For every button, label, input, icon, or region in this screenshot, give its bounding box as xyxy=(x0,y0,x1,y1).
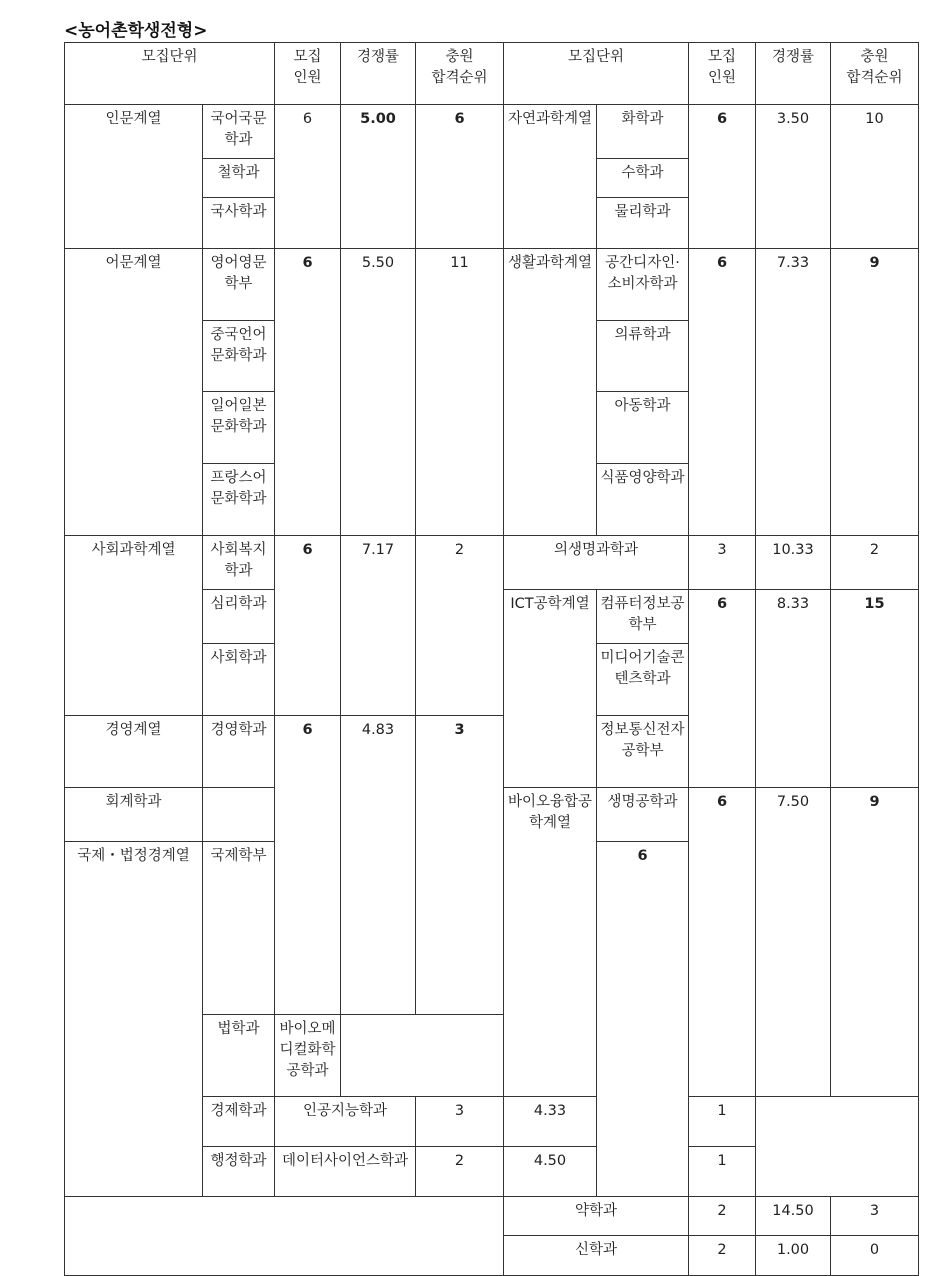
right-rate: 4.50 xyxy=(504,1147,597,1197)
admission-table xyxy=(64,42,919,1276)
right-group-name: 자연과학계열 xyxy=(504,105,597,249)
right-rank: 3 xyxy=(831,1197,919,1236)
left-dept: 중국언어문화학과 xyxy=(203,321,275,392)
right-quota: 6 xyxy=(689,249,756,536)
right-dept: 미디어기술콘텐츠학과 xyxy=(597,644,689,716)
right-dept: 아동학과 xyxy=(597,392,689,464)
header-rate-right: 경쟁률 xyxy=(756,43,831,105)
right-rank: 10 xyxy=(831,105,919,249)
right-rank: 1 xyxy=(689,1147,756,1197)
right-single-name: 약학과 xyxy=(504,1197,689,1236)
left-dept: 경영학과 xyxy=(203,716,275,788)
left-dept: 국제학부 xyxy=(203,842,275,1015)
right-rate: 8.33 xyxy=(756,590,831,788)
right-quota: 6 xyxy=(689,788,756,1097)
left-rank: 2 xyxy=(416,536,504,716)
left-rank: 11 xyxy=(416,249,504,536)
left-group-name: 어문계열 xyxy=(65,249,203,536)
right-rate: 10.33 xyxy=(756,536,831,590)
left-dept: 경제학과 xyxy=(203,1097,275,1147)
right-quota: 6 xyxy=(689,590,756,788)
left-group-name: 사회과학계열 xyxy=(65,536,203,716)
left-dept: 국사학과 xyxy=(203,198,275,249)
left-dept: 국어국문학과 xyxy=(203,105,275,159)
right-quota: 2 xyxy=(689,1197,756,1236)
header-rate-left: 경쟁률 xyxy=(341,43,416,105)
right-rank: 9 xyxy=(831,788,919,1097)
left-group-name: 인문계열 xyxy=(65,105,203,249)
right-dept: 식품영양학과 xyxy=(597,464,689,536)
header-quota-text: 모집 인원 xyxy=(293,49,322,86)
right-group-name: 바이오융합공학계열 xyxy=(504,788,597,1097)
header-rank-text: 충원 합격순위 xyxy=(846,49,903,86)
left-dept: 프랑스어문화학과 xyxy=(203,464,275,536)
right-single-name: 인공지능학과 xyxy=(275,1097,416,1147)
empty-cell xyxy=(65,1197,504,1276)
right-single-name: 의생명과학과 xyxy=(504,536,689,590)
right-dept: 공간디자인·소비자학과 xyxy=(597,249,689,321)
left-group-name: 경영계열 xyxy=(65,716,203,788)
left-dept: 사회복지학과 xyxy=(203,536,275,590)
right-rank: 1 xyxy=(689,1097,756,1147)
left-dept: 일어일본문화학과 xyxy=(203,392,275,464)
header-rank-left xyxy=(416,43,504,105)
right-rate: 4.33 xyxy=(504,1097,597,1147)
left-quota: 6 xyxy=(597,842,689,1197)
right-dept: 정보통신전자공학부 xyxy=(597,716,689,788)
right-dept: 수학과 xyxy=(597,159,689,198)
right-rate: 14.50 xyxy=(756,1197,831,1236)
right-group-name: 생활과학계열 xyxy=(504,249,597,536)
right-rate: 3.50 xyxy=(756,105,831,249)
right-rank: 0 xyxy=(831,1236,919,1276)
right-dept: 생명공학과 xyxy=(597,788,689,842)
left-dept: 회계학과 xyxy=(65,788,203,842)
right-group-name: ICT공학계열 xyxy=(504,590,597,788)
left-rate: 7.17 xyxy=(341,536,416,716)
right-dept: 의류학과 xyxy=(597,321,689,392)
right-rate: 7.50 xyxy=(756,788,831,1097)
right-quota: 3 xyxy=(416,1097,504,1147)
left-dept: 행정학과 xyxy=(203,1147,275,1197)
left-dept: 심리학과 xyxy=(203,590,275,644)
right-dept: 물리학과 xyxy=(597,198,689,249)
header-unit-right: 모집단위 xyxy=(504,43,689,105)
right-dept: 화학과 xyxy=(597,105,689,159)
left-quota: 6 xyxy=(275,716,341,1015)
left-dept: 철학과 xyxy=(203,159,275,198)
right-rank: 2 xyxy=(831,536,919,590)
left-rate: 5.00 xyxy=(341,105,416,249)
header-rank-text: 충원 합격순위 xyxy=(431,49,488,86)
left-group-name: 국제・법정경계열 xyxy=(65,842,203,1197)
right-single-name: 신학과 xyxy=(504,1236,689,1276)
left-quota: 6 xyxy=(275,536,341,716)
left-dept: 사회학과 xyxy=(203,644,275,716)
left-dept: 법학과 xyxy=(203,1015,275,1097)
header-quota-text: 모집 인원 xyxy=(707,49,736,86)
right-quota: 2 xyxy=(416,1147,504,1197)
right-rank: 9 xyxy=(831,249,919,536)
right-rate: 7.33 xyxy=(756,249,831,536)
header-quota-left xyxy=(275,43,341,105)
header-unit-left: 모집단위 xyxy=(65,43,275,105)
header-rank-right xyxy=(831,43,919,105)
left-quota: 6 xyxy=(275,249,341,536)
page-title: <농어촌학생전형> xyxy=(64,21,208,41)
left-rate: 4.83 xyxy=(341,716,416,1015)
left-quota: 6 xyxy=(275,105,341,249)
right-single-name: 데이터사이언스학과 xyxy=(275,1147,416,1197)
left-rank: 6 xyxy=(416,105,504,249)
left-dept: 영어영문학부 xyxy=(203,249,275,321)
right-quota: 3 xyxy=(689,536,756,590)
header-quota-right xyxy=(689,43,756,105)
right-rank: 15 xyxy=(831,590,919,788)
right-quota: 2 xyxy=(689,1236,756,1276)
left-rank: 3 xyxy=(416,716,504,1015)
right-dept: 바이오메디컬화학공학과 xyxy=(275,1015,341,1097)
left-rate: 5.50 xyxy=(341,249,416,536)
right-quota: 6 xyxy=(689,105,756,249)
right-rate: 1.00 xyxy=(756,1236,831,1276)
right-dept: 컴퓨터정보공학부 xyxy=(597,590,689,644)
